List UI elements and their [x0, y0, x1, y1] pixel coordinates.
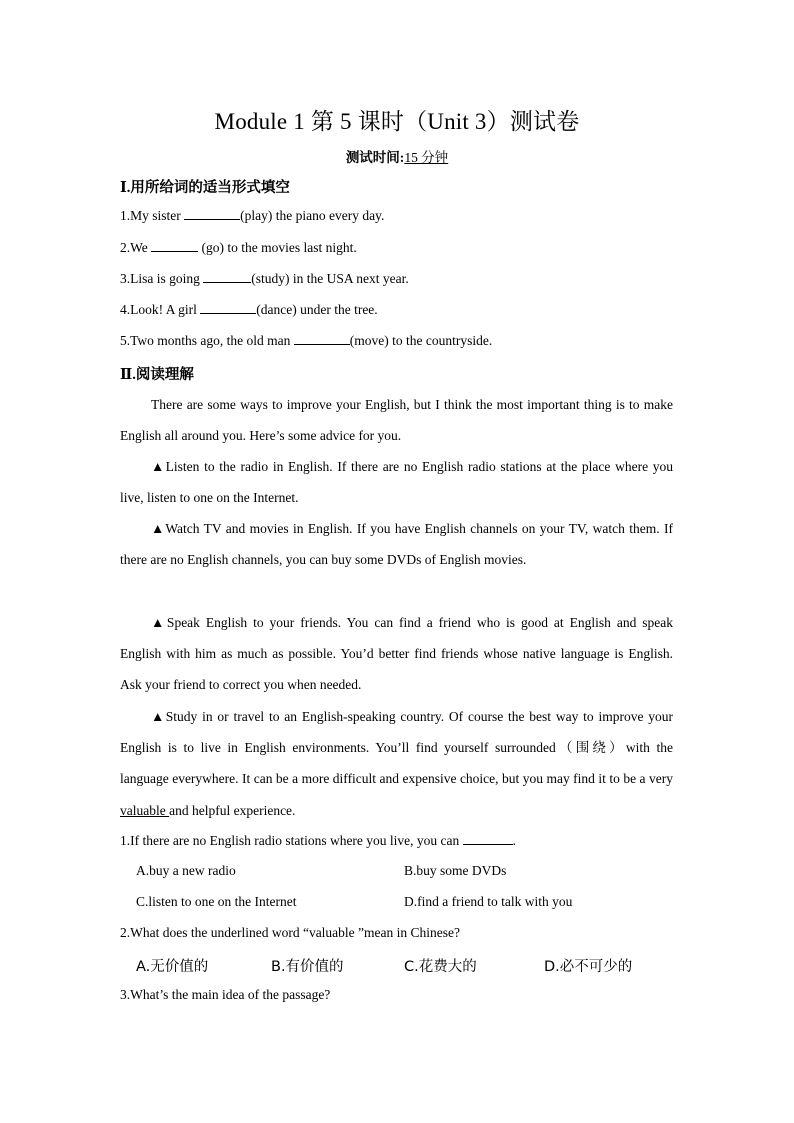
- fill-item-text: 5.Two months ago, the old man: [120, 333, 294, 348]
- fill-item-text: 2.We: [120, 240, 152, 255]
- fill-item-text: (study) in the USA next year.: [251, 271, 409, 286]
- reading-paragraph-3: ▲Watch TV and movies in English. If you have English channels on your TV, watch them. If there are no English channels, you can buy some DVDs of English movies.: [120, 521, 673, 568]
- reading-paragraph-1: There are some ways to improve your English, but I think the most important thing is to make English all around you. Here’s some advice for you.: [120, 397, 673, 444]
- reading-paragraph-5: [120, 701, 673, 826]
- question-text: 1.If there are no English radio stations where you live, you can: [120, 833, 463, 848]
- question-text: .: [512, 833, 517, 848]
- fill-item-text: (go) to the movies last night.: [198, 240, 357, 255]
- question-1-option-a[interactable]: A.buy a new radio: [136, 863, 236, 878]
- answer-blank[interactable]: [294, 332, 350, 345]
- question-2-option-c[interactable]: C.花费大的: [404, 959, 477, 975]
- reading-paragraph-2: ▲Listen to the radio in English. If there are no English radio stations at the place where you live, listen to one on the Internet.: [120, 459, 673, 506]
- answer-blank[interactable]: [151, 239, 198, 252]
- fill-item-text: (play) the piano every day.: [240, 208, 385, 223]
- question-3-stem: 3.What’s the main idea of the passage?: [120, 987, 331, 1002]
- question-1-stem: [120, 832, 516, 849]
- question-1-option-d[interactable]: D.find a friend to talk with you: [404, 894, 573, 909]
- question-2-option-a[interactable]: A.无价值的: [136, 959, 209, 975]
- section-1-heading: Ⅰ.用所给词的适当形式填空: [120, 180, 290, 196]
- underlined-word: valuable: [120, 802, 170, 818]
- test-duration: [0, 146, 794, 166]
- fill-item-text: 4.Look! A girl: [120, 302, 201, 317]
- paragraph-text: ▲Study in or travel to an English-speaking country. Of course the best way to improve your English is to live in English environments. You’ll find yourself surrounded（围绕）with the language everywhere. It can be a more difficult and expensive choice, but you may find it to be a very: [120, 709, 673, 787]
- question-2-option-d[interactable]: D.必不可少的: [544, 959, 633, 975]
- fill-item-3: [120, 270, 409, 287]
- question-2-option-b[interactable]: B.有价值的: [271, 959, 344, 975]
- fill-item-5: [120, 332, 492, 349]
- answer-blank[interactable]: [184, 207, 240, 220]
- fill-item-4: [120, 301, 378, 318]
- answer-blank[interactable]: [200, 301, 256, 314]
- fill-item-text: 3.Lisa is going: [120, 271, 204, 286]
- reading-paragraph-4: ▲Speak English to your friends. You can find a friend who is good at English and speak English with him as much as possible. You’d better find friends whose native language is English. Ask your friend to correct you when needed.: [120, 615, 673, 693]
- question-1-option-b[interactable]: B.buy some DVDs: [404, 863, 507, 878]
- page-title: Module 1 第 5 课时（Unit 3）测试卷: [214, 109, 580, 134]
- fill-item-text: (dance) under the tree.: [256, 302, 378, 317]
- answer-blank[interactable]: [203, 270, 251, 283]
- paragraph-text: and helpful experience.: [169, 802, 296, 818]
- test-duration-label: 测试时间:: [345, 150, 405, 165]
- fill-item-2: [120, 239, 357, 256]
- fill-item-1: [120, 207, 384, 224]
- fill-item-text: (move) to the countryside.: [349, 333, 493, 348]
- fill-item-text: 1.My sister: [120, 208, 185, 223]
- test-duration-value: 15 分钟: [404, 150, 449, 165]
- section-2-heading: Ⅱ.阅读理解: [120, 367, 194, 383]
- question-2-stem: 2.What does the underlined word “valuable ”mean in Chinese?: [120, 925, 461, 940]
- question-1-option-c[interactable]: C.listen to one on the Internet: [136, 894, 297, 909]
- answer-blank[interactable]: [463, 832, 513, 845]
